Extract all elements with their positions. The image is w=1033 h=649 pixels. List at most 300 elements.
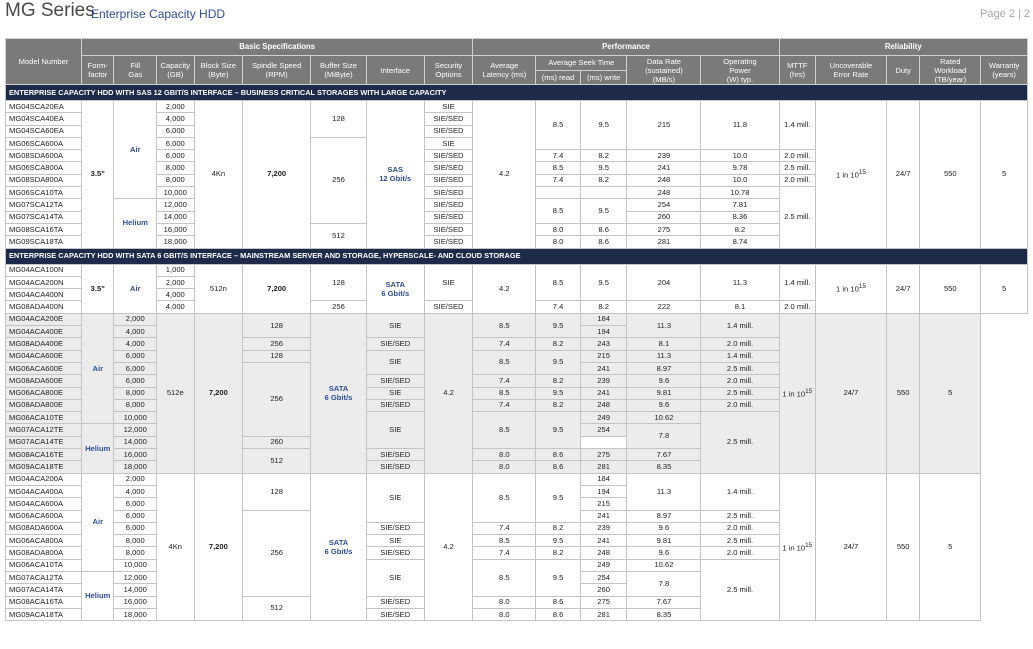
seek-write: 9.5 bbox=[536, 313, 581, 338]
sata-section-4kn bbox=[6, 473, 1028, 621]
mttf: 2.5 mill. bbox=[779, 162, 815, 174]
model-number: MG04ACA400N bbox=[6, 289, 82, 301]
model-number: MG08ADA800A bbox=[6, 547, 82, 559]
duty: 24/7 bbox=[886, 264, 919, 313]
seek-write bbox=[580, 187, 627, 199]
mttf: 1.4 mill. bbox=[779, 101, 815, 150]
fill-gas: Air bbox=[82, 313, 114, 424]
capacity: 6,000 bbox=[114, 498, 157, 510]
table-row bbox=[6, 101, 1028, 113]
duty: 24/7 bbox=[886, 101, 919, 249]
seek-read: 8.5 bbox=[536, 199, 581, 224]
mttf: 2.0 mill. bbox=[779, 150, 815, 162]
table-row bbox=[6, 473, 1028, 485]
col-seek-read: (ms) read bbox=[536, 71, 581, 85]
model-number: MG06SCA10TA bbox=[6, 187, 82, 199]
mttf: 2.0 mill. bbox=[701, 547, 779, 559]
power: 11.3 bbox=[701, 264, 779, 301]
model-number: MG07ACA12TA bbox=[6, 571, 82, 583]
security: SIE/SED bbox=[366, 449, 424, 461]
seek-read: 8.0 bbox=[473, 608, 536, 620]
model-number: MG09ACA18TE bbox=[6, 461, 82, 473]
data-rate: 275 bbox=[580, 596, 627, 608]
power: 8.2 bbox=[701, 223, 779, 235]
security: SIE/SED bbox=[366, 338, 424, 350]
seek-read: 8.5 bbox=[473, 313, 536, 338]
col-warranty: Warranty (years) bbox=[981, 56, 1028, 85]
seek-write: 8.6 bbox=[536, 449, 581, 461]
seek-read: 8.5 bbox=[536, 162, 581, 174]
warranty: 5 bbox=[920, 473, 981, 621]
power: 9.81 bbox=[627, 535, 701, 547]
power: 8.74 bbox=[701, 236, 779, 248]
capacity: 16,000 bbox=[157, 223, 195, 235]
data-rate: 239 bbox=[580, 375, 627, 387]
security: SIE bbox=[424, 101, 473, 113]
data-rate: 249 bbox=[580, 559, 627, 571]
seek-read: 8.5 bbox=[473, 412, 536, 449]
interface: SATA 6 Gbit/s bbox=[311, 313, 367, 473]
spindle-speed: 7,200 bbox=[243, 101, 311, 249]
mttf: 2.5 mill. bbox=[779, 187, 815, 248]
interface: SATA 6 Gbit/s bbox=[366, 264, 424, 313]
buffer-size: 256 bbox=[243, 338, 311, 350]
power: 9.81 bbox=[627, 387, 701, 399]
group-basic-specifications: Basic Specifications bbox=[82, 39, 473, 56]
capacity: 8,000 bbox=[114, 535, 157, 547]
data-rate: 248 bbox=[627, 187, 701, 199]
fill-gas: Helium bbox=[114, 199, 157, 248]
sata-section-512e bbox=[6, 313, 1028, 473]
data-rate: 194 bbox=[580, 326, 627, 338]
seek-read: 8.0 bbox=[536, 236, 581, 248]
model-number: MG07ACA14TA bbox=[6, 584, 82, 596]
model-number: MG06ACA10TE bbox=[6, 412, 82, 424]
model-number: MG06ACA600A bbox=[6, 510, 82, 522]
capacity: 16,000 bbox=[114, 596, 157, 608]
seek-write: 8.2 bbox=[580, 301, 627, 313]
page-subtitle: Enterprise Capacity HDD bbox=[91, 7, 226, 21]
buffer-size: 128 bbox=[243, 473, 311, 510]
block-size: 4Kn bbox=[157, 473, 195, 621]
model-number: MG07ACA14TE bbox=[6, 436, 82, 448]
interface: SAS 12 Gbit/s bbox=[366, 101, 424, 249]
mttf: 1.4 mill. bbox=[701, 473, 779, 510]
group-performance: Performance bbox=[473, 39, 779, 56]
fill-gas: Air bbox=[82, 473, 114, 571]
seek-read: 8.5 bbox=[536, 101, 581, 150]
model-number: MG08SDA600A bbox=[6, 150, 82, 162]
latency: 4.2 bbox=[424, 313, 473, 473]
mttf: 1.4 mill. bbox=[779, 264, 815, 301]
block-size: 512e bbox=[157, 313, 195, 473]
error-rate: 1 in $10^{15}$ bbox=[815, 264, 886, 313]
buffer-size: 256 bbox=[311, 301, 367, 313]
security: SIE bbox=[366, 412, 424, 449]
mttf: 2.5 mill. bbox=[701, 535, 779, 547]
mttf: 2.0 mill. bbox=[701, 338, 779, 350]
seek-write: 9.5 bbox=[580, 101, 627, 150]
seek-write: 8.2 bbox=[536, 338, 581, 350]
seek-write: 8.2 bbox=[536, 522, 581, 534]
security: SIE/SED bbox=[424, 125, 473, 137]
mttf: 2.5 mill. bbox=[701, 387, 779, 399]
power: 8.1 bbox=[627, 338, 701, 350]
col-rated-workload: Rated Workload (TB/year) bbox=[920, 56, 981, 85]
duty: 24/7 bbox=[815, 473, 886, 621]
security: SIE/SED bbox=[366, 547, 424, 559]
page-header bbox=[0, 0, 1033, 36]
seek-write: 9.5 bbox=[536, 350, 581, 375]
security: SIE bbox=[424, 137, 473, 149]
capacity: 4,000 bbox=[157, 113, 195, 125]
seek-write: 8.6 bbox=[580, 236, 627, 248]
model-number: MG04ACA200A bbox=[6, 473, 82, 485]
sata-section-512n bbox=[6, 248, 1028, 313]
warranty: 5 bbox=[981, 101, 1028, 249]
seek-write: 8.6 bbox=[536, 461, 581, 473]
data-rate: 215 bbox=[580, 350, 627, 362]
seek-read: 7.4 bbox=[473, 522, 536, 534]
page-number: Page 2 | 2 bbox=[980, 8, 1030, 20]
buffer-size: 128 bbox=[243, 313, 311, 338]
power: 9.6 bbox=[627, 522, 701, 534]
security: SIE/SED bbox=[366, 461, 424, 473]
seek-write: 8.6 bbox=[580, 223, 627, 235]
security: SIE bbox=[366, 313, 424, 338]
data-rate: 248 bbox=[580, 399, 627, 411]
mttf: 2.5 mill. bbox=[701, 559, 779, 620]
workload: 550 bbox=[920, 264, 981, 313]
capacity: 12,000 bbox=[114, 571, 157, 583]
buffer-size: 256 bbox=[243, 510, 311, 596]
security: SIE bbox=[366, 350, 424, 375]
block-size: 4Kn bbox=[194, 101, 243, 249]
security: SIE/SED bbox=[424, 211, 473, 223]
data-rate: 241 bbox=[580, 387, 627, 399]
model-number: MG08ACA16TE bbox=[6, 449, 82, 461]
security: SIE/SED bbox=[424, 187, 473, 199]
power: 8.1 bbox=[701, 301, 779, 313]
col-interface: Interface bbox=[366, 56, 424, 85]
data-rate: 254 bbox=[580, 424, 627, 436]
buffer-size: 512 bbox=[311, 223, 367, 248]
error-rate: 1 in $10^{15}$ bbox=[779, 313, 815, 473]
buffer-size: 128 bbox=[311, 264, 367, 301]
power: 8.97 bbox=[627, 510, 701, 522]
capacity: 16,000 bbox=[114, 449, 157, 461]
power: 10.62 bbox=[627, 412, 701, 424]
capacity: 8,000 bbox=[157, 162, 195, 174]
data-rate: 184 bbox=[580, 473, 627, 485]
security: SIE/SED bbox=[366, 596, 424, 608]
seek-read: 8.5 bbox=[473, 473, 536, 522]
capacity: 6,000 bbox=[114, 510, 157, 522]
buffer-size: 512 bbox=[243, 596, 311, 621]
spindle-speed: 7,200 bbox=[194, 473, 243, 621]
data-rate: 241 bbox=[580, 535, 627, 547]
col-operating-power: Operating Power (W) typ. bbox=[701, 56, 779, 85]
col-seek-write: (ms) write bbox=[580, 71, 627, 85]
seek-read: 7.4 bbox=[536, 301, 581, 313]
group-reliability: Reliability bbox=[779, 39, 1028, 56]
model-number: MG08ADA600A bbox=[6, 522, 82, 534]
warranty: 5 bbox=[920, 313, 981, 473]
col-form-factor: Form- factor bbox=[82, 56, 114, 85]
fill-gas: Air bbox=[114, 264, 157, 313]
seek-write: 8.2 bbox=[580, 150, 627, 162]
error-rate: 1 in $10^{15}$ bbox=[779, 473, 815, 621]
model-number: MG04SCA60EA bbox=[6, 125, 82, 137]
latency: 4.2 bbox=[473, 101, 536, 249]
data-rate: 184 bbox=[580, 313, 627, 325]
data-rate: 254 bbox=[627, 199, 701, 211]
data-rate: 281 bbox=[627, 236, 701, 248]
buffer-size: 256 bbox=[311, 137, 367, 223]
col-capacity: Capacity (GB) bbox=[157, 56, 195, 85]
model-number: MG04ACA600A bbox=[6, 498, 82, 510]
col-duty: Duty bbox=[886, 56, 919, 85]
mttf: 2.5 mill. bbox=[701, 510, 779, 522]
data-rate: 248 bbox=[580, 547, 627, 559]
col-security-options: Security Options bbox=[424, 56, 473, 85]
data-rate: 215 bbox=[627, 101, 701, 150]
seek-read: 7.4 bbox=[536, 150, 581, 162]
capacity: 2,000 bbox=[157, 276, 195, 288]
mttf: 2.0 mill. bbox=[779, 174, 815, 186]
capacity: 1,000 bbox=[157, 264, 195, 276]
col-model-number: Model Number bbox=[6, 39, 82, 85]
power: 9.6 bbox=[627, 399, 701, 411]
security: SIE/SED bbox=[366, 522, 424, 534]
col-error-rate: Uncoverable Error Rate bbox=[815, 56, 886, 85]
security: SIE/SED bbox=[366, 375, 424, 387]
power: 8.35 bbox=[627, 461, 701, 473]
seek-write: 8.2 bbox=[580, 174, 627, 186]
model-number: MG08ACA16TA bbox=[6, 596, 82, 608]
security: SIE/SED bbox=[424, 301, 473, 313]
security: SIE bbox=[424, 264, 473, 301]
security: SIE bbox=[366, 535, 424, 547]
data-rate: 281 bbox=[580, 608, 627, 620]
capacity: 4,000 bbox=[157, 301, 195, 313]
data-rate: 281 bbox=[580, 461, 627, 473]
capacity: 12,000 bbox=[114, 424, 157, 436]
capacity: 14,000 bbox=[157, 211, 195, 223]
capacity: 14,000 bbox=[114, 584, 157, 596]
col-block-size: Block Size (Byte) bbox=[194, 56, 243, 85]
capacity: 10,000 bbox=[114, 559, 157, 571]
model-number: MG07SCA14TA bbox=[6, 211, 82, 223]
security: SIE/SED bbox=[424, 162, 473, 174]
fill-gas: Helium bbox=[82, 424, 114, 473]
capacity: 6,000 bbox=[157, 137, 195, 149]
col-spindle-speed: Spindle Speed (RPM) bbox=[243, 56, 311, 85]
section-title: ENTERPRISE CAPACITY HDD WITH SATA 6 GBIT/S INTERFACE – MAINSTREAM SERVER AND STORAGE, HYPERSCALE- AND CLOUD STORAGE bbox=[6, 248, 1028, 264]
data-rate: 194 bbox=[580, 485, 627, 497]
buffer-size: 512 bbox=[243, 449, 311, 474]
power: 8.36 bbox=[701, 211, 779, 223]
error-rate: 1 in $10^{15}$ bbox=[815, 101, 886, 249]
security: SIE bbox=[366, 387, 424, 399]
capacity: 8,000 bbox=[114, 547, 157, 559]
seek-write: 9.5 bbox=[536, 535, 581, 547]
model-number: MG08ADA400N bbox=[6, 301, 82, 313]
data-rate: 254 bbox=[580, 571, 627, 583]
seek-read: 8.5 bbox=[473, 535, 536, 547]
model-number: MG04ACA600E bbox=[6, 350, 82, 362]
security: SIE bbox=[366, 473, 424, 522]
table-row bbox=[6, 313, 1028, 325]
capacity: 18,000 bbox=[157, 236, 195, 248]
model-number: MG08ADA800E bbox=[6, 399, 82, 411]
seek-write: 9.5 bbox=[536, 412, 581, 449]
power: 11.8 bbox=[701, 101, 779, 150]
model-number: MG08ADA400E bbox=[6, 338, 82, 350]
data-rate: 239 bbox=[627, 150, 701, 162]
data-rate: 239 bbox=[580, 522, 627, 534]
model-number: MG07SCA12TA bbox=[6, 199, 82, 211]
seek-write: 8.2 bbox=[536, 399, 581, 411]
data-rate: 260 bbox=[580, 584, 627, 596]
power: 7.67 bbox=[627, 596, 701, 608]
capacity: 18,000 bbox=[114, 608, 157, 620]
power: 8.35 bbox=[627, 608, 701, 620]
power: 9.6 bbox=[627, 375, 701, 387]
model-number: MG08SCA16TA bbox=[6, 223, 82, 235]
latency: 4.2 bbox=[473, 264, 536, 313]
seek-read: 8.5 bbox=[473, 387, 536, 399]
mttf: 2.0 mill. bbox=[701, 375, 779, 387]
power: 7.8 bbox=[627, 571, 701, 596]
spec-table bbox=[5, 38, 1028, 621]
model-number: MG06ACA600E bbox=[6, 362, 82, 374]
seek-read: 8.0 bbox=[473, 449, 536, 461]
power: 8.97 bbox=[627, 362, 701, 374]
power: 7.67 bbox=[627, 449, 701, 461]
capacity: 14,000 bbox=[114, 436, 157, 448]
col-average-seek-time: Average Seek Time bbox=[536, 56, 627, 71]
seek-read: 8.0 bbox=[473, 461, 536, 473]
power: 10.78 bbox=[701, 187, 779, 199]
warranty: 5 bbox=[981, 264, 1028, 313]
model-number: MG08SDA800A bbox=[6, 174, 82, 186]
seek-write: 9.5 bbox=[536, 473, 581, 522]
data-rate: 241 bbox=[580, 362, 627, 374]
fill-gas: Air bbox=[114, 101, 157, 199]
security: SIE/SED bbox=[424, 223, 473, 235]
capacity: 6,000 bbox=[114, 350, 157, 362]
capacity: 4,000 bbox=[114, 485, 157, 497]
model-number: MG04ACA200N bbox=[6, 276, 82, 288]
seek-read: 7.4 bbox=[473, 375, 536, 387]
block-size: 512n bbox=[194, 264, 243, 313]
power: 10.0 bbox=[701, 174, 779, 186]
capacity: 18,000 bbox=[114, 461, 157, 473]
model-number: MG06SCA800A bbox=[6, 162, 82, 174]
data-rate: 241 bbox=[580, 510, 627, 522]
model-number: MG06ACA10TA bbox=[6, 559, 82, 571]
security: SIE/SED bbox=[366, 608, 424, 620]
model-number: MG04ACA200E bbox=[6, 313, 82, 325]
model-number: MG07ACA12TE bbox=[6, 424, 82, 436]
mttf: 2.0 mill. bbox=[701, 399, 779, 411]
data-rate: 248 bbox=[627, 174, 701, 186]
form-factor: 3.5" bbox=[82, 264, 114, 313]
seek-write: 9.5 bbox=[536, 559, 581, 596]
model-number: MG09ACA18TA bbox=[6, 608, 82, 620]
model-number: MG06ACA800A bbox=[6, 535, 82, 547]
spindle-speed: 7,200 bbox=[243, 264, 311, 313]
seek-read: 8.0 bbox=[473, 596, 536, 608]
seek-read: 8.5 bbox=[536, 264, 581, 301]
mttf: 2.5 mill. bbox=[701, 412, 779, 473]
data-rate: 204 bbox=[627, 264, 701, 301]
seek-read: 7.4 bbox=[473, 547, 536, 559]
power: 9.78 bbox=[701, 162, 779, 174]
model-number: MG08ADA600E bbox=[6, 375, 82, 387]
workload: 550 bbox=[886, 473, 919, 621]
data-rate: 222 bbox=[627, 301, 701, 313]
power: 7.81 bbox=[701, 199, 779, 211]
sas-section bbox=[6, 85, 1028, 249]
capacity: 8,000 bbox=[157, 174, 195, 186]
power: 9.6 bbox=[627, 547, 701, 559]
buffer-size: 256 bbox=[243, 362, 311, 436]
seek-write: 8.2 bbox=[536, 547, 581, 559]
security: SIE/SED bbox=[366, 399, 424, 411]
data-rate: 260 bbox=[627, 211, 701, 223]
capacity: 2,000 bbox=[114, 313, 157, 325]
capacity: 4,000 bbox=[114, 326, 157, 338]
capacity: 6,000 bbox=[114, 375, 157, 387]
spindle-speed: 7,200 bbox=[194, 313, 243, 473]
buffer-size: 128 bbox=[243, 350, 311, 362]
mttf: 2.0 mill. bbox=[779, 301, 815, 313]
seek-read: 7.4 bbox=[473, 338, 536, 350]
data-rate: 249 bbox=[580, 412, 627, 424]
section-title: ENTERPRISE CAPACITY HDD WITH SAS 12 GBIT/S INTERFACE – BUSINESS CRITICAL STORAGES WITH LARGE CAPACITY bbox=[6, 85, 1028, 101]
security: SIE/SED bbox=[424, 199, 473, 211]
power: 10.0 bbox=[701, 150, 779, 162]
col-data-rate: Data Rate (sustained) (MB/s) bbox=[627, 56, 701, 85]
capacity: 2,000 bbox=[157, 101, 195, 113]
model-number: MG04ACA100N bbox=[6, 264, 82, 276]
data-rate: 243 bbox=[580, 338, 627, 350]
buffer-size: 128 bbox=[311, 101, 367, 138]
model-number: MG04SCA40EA bbox=[6, 113, 82, 125]
model-number: MG06ACA800E bbox=[6, 387, 82, 399]
mttf: 2.5 mill. bbox=[701, 362, 779, 374]
power: 11.3 bbox=[627, 350, 701, 362]
capacity: 6,000 bbox=[114, 362, 157, 374]
duty: 24/7 bbox=[815, 313, 886, 473]
seek-read: 8.5 bbox=[473, 350, 536, 375]
data-rate: 275 bbox=[627, 223, 701, 235]
security: SIE/SED bbox=[424, 236, 473, 248]
seek-write: 9.5 bbox=[580, 199, 627, 224]
data-rate: 260 bbox=[243, 436, 311, 448]
table-row bbox=[6, 264, 1028, 276]
seek-write: 8.2 bbox=[536, 375, 581, 387]
table-header bbox=[6, 39, 1028, 85]
capacity: 10,000 bbox=[114, 412, 157, 424]
seek-read: 7.4 bbox=[536, 174, 581, 186]
capacity: 2,000 bbox=[114, 473, 157, 485]
workload: 550 bbox=[920, 101, 981, 249]
security: SIE bbox=[366, 559, 424, 596]
capacity: 4,000 bbox=[114, 338, 157, 350]
